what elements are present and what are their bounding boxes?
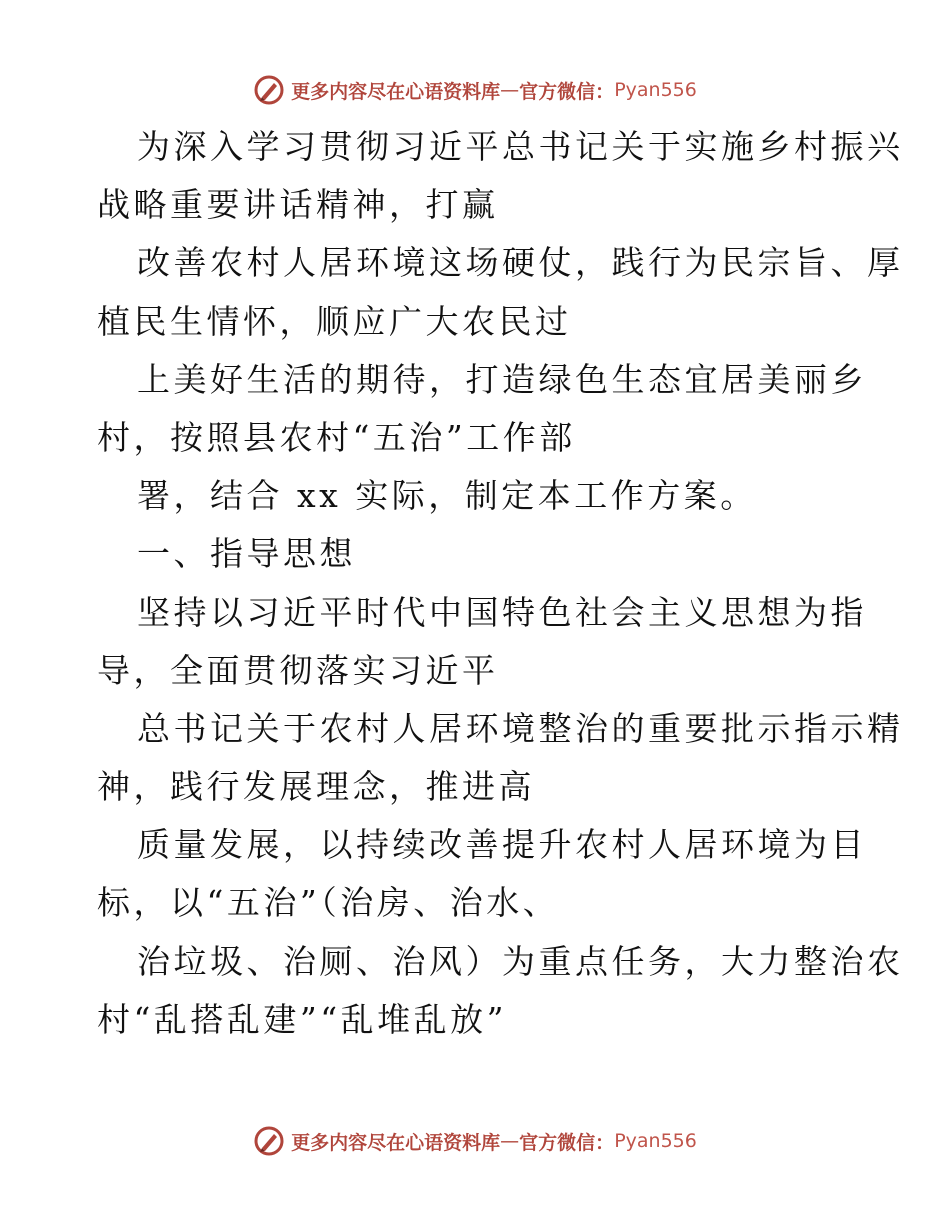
- pen-logo-icon: [253, 1125, 285, 1157]
- pen-logo-icon: [253, 74, 285, 106]
- text-line: 神，践行发展理念，推进高: [97, 767, 535, 807]
- text-line: 署，结合 xx 实际，制定本工作方案。: [137, 476, 757, 516]
- text-line: 质量发展，以持续改善提升农村人居环境为目: [137, 825, 867, 865]
- watermark-official: 官方微信：: [519, 1131, 615, 1154]
- text-line: 坚持以习近平时代中国特色社会主义思想为指: [137, 592, 867, 632]
- text-line: 村“乱搭乱建”“乱堆乱放”: [97, 999, 507, 1039]
- text-line: 总书记关于农村人居环境整治的重要批示指示精: [137, 708, 904, 748]
- text-line: 村，按照县农村“五治”工作部: [97, 417, 576, 457]
- text-line: 导，全面贯彻落实习近平: [97, 650, 499, 690]
- watermark-account: Pyan556: [614, 79, 697, 101]
- text-line: 一、指导思想: [137, 534, 356, 574]
- watermark-brand: 更多内容尽在心语资料库: [291, 80, 501, 103]
- text-line: 改善农村人居环境这场硬仗，践行为民宗旨、厚: [137, 243, 904, 283]
- watermark-official: 官方微信：: [519, 80, 615, 103]
- document-body: [97, 118, 904, 1049]
- text-line: 植民生情怀，顺应广大农民过: [97, 301, 572, 341]
- header-watermark: [0, 72, 950, 108]
- watermark-separator: —: [500, 79, 520, 101]
- text-line: 为深入学习贯彻习近平总书记关于实施乡村振兴: [137, 127, 904, 166]
- text-line: 治垃圾、治厕、治风）为重点任务，大力整治农: [137, 941, 904, 981]
- footer-watermark: [0, 1123, 950, 1159]
- watermark-account: Pyan556: [614, 1130, 697, 1152]
- text-line: 上美好生活的期待，打造绿色生态宜居美丽乡: [137, 359, 867, 399]
- watermark-brand: 更多内容尽在心语资料库: [291, 1131, 501, 1154]
- text-line: 战略重要讲话精神，打赢: [97, 185, 499, 225]
- watermark-separator: —: [500, 1130, 520, 1152]
- text-line: 标，以“五治”（治房、治水、: [97, 883, 560, 923]
